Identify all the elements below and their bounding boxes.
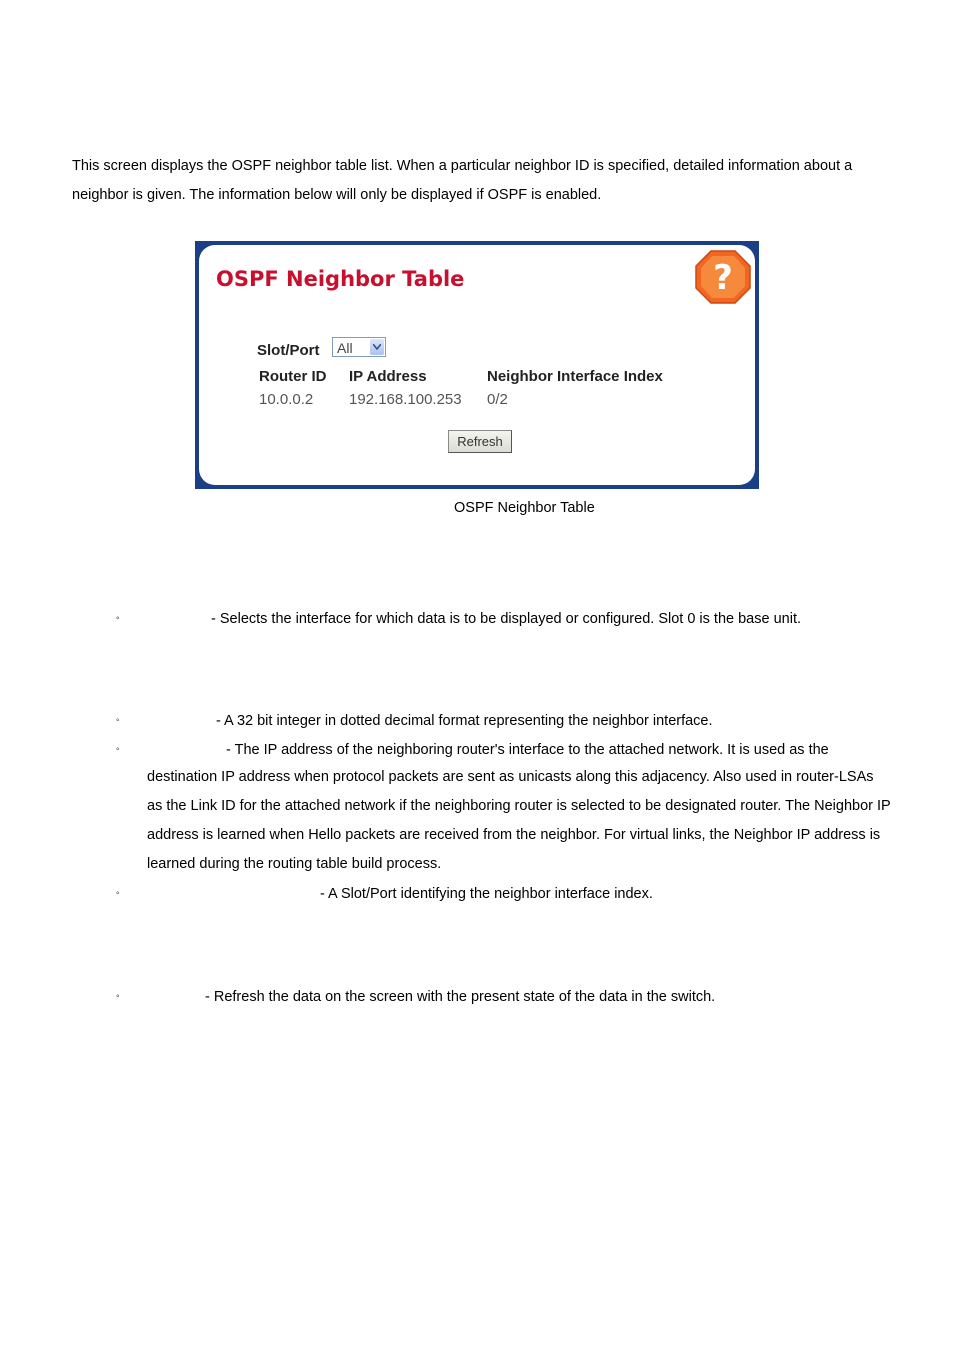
slot-port-select[interactable] xyxy=(332,337,386,357)
cell-ip-address: 192.168.100.253 xyxy=(349,391,462,408)
svg-text:?: ? xyxy=(713,258,733,298)
ospf-neighbor-table-screenshot xyxy=(195,241,759,489)
cell-router-id: 10.0.0.2 xyxy=(259,391,314,408)
description-ip-address: - The IP address of the neighboring router's interface to the attached network. It is used as the xyxy=(226,742,829,758)
description-slot-port: - Selects the interface for which data is to be displayed or configured. Slot 0 is the base unit. xyxy=(211,611,801,627)
panel-title: OSPF Neighbor Table xyxy=(216,267,465,291)
column-header-neighbor-interface-index: Neighbor Interface Index xyxy=(487,368,663,385)
slot-port-label: Slot/Port xyxy=(257,342,320,359)
slot-port-selected-value: All xyxy=(337,340,353,356)
intro-line-2: neighbor is given. The information below will only be displayed if OSPF is enabled. xyxy=(72,187,602,203)
description-refresh: - Refresh the data on the screen with the present state of the data in the switch. xyxy=(205,989,716,1005)
ip-address-line-2: destination IP address when protocol packets are sent as unicasts along this adjacency. Also used in router-LSAs xyxy=(147,769,874,785)
cell-neighbor-interface-index: 0/2 xyxy=(487,391,508,408)
intro-paragraph xyxy=(72,152,872,210)
column-header-router-id: Router ID xyxy=(259,368,327,385)
ip-address-line-5: learned during the routing table build process. xyxy=(147,856,442,872)
bullet-ip-address: ◦ xyxy=(116,744,120,755)
chevron-down-icon[interactable] xyxy=(370,339,384,355)
description-neighbor-interface-index: - A Slot/Port identifying the neighbor interface index. xyxy=(320,886,653,902)
bullet-refresh: ◦ xyxy=(116,991,120,1002)
ip-address-line-4: address is learned when Hello packets are received from the neighbor. For virtual links, the Neighbor IP address is xyxy=(147,827,881,843)
refresh-button[interactable]: Refresh xyxy=(448,430,512,453)
ip-address-line-3: as the Link ID for the attached network if the neighboring router is selected to be designated router. The Neighbor IP xyxy=(147,798,891,814)
column-header-ip-address: IP Address xyxy=(349,368,427,385)
figure-caption: OSPF Neighbor Table xyxy=(454,500,595,516)
screenshot-panel xyxy=(199,245,755,485)
intro-line-1: This screen displays the OSPF neighbor table list. When a particular neighbor ID is specified, detailed information about a xyxy=(72,158,853,174)
bullet-router-id: ◦ xyxy=(116,715,120,726)
help-icon[interactable] xyxy=(693,248,753,306)
bullet-neighbor-interface-index: ◦ xyxy=(116,888,120,899)
description-ip-address-continuation xyxy=(147,763,897,879)
bullet-slot-port: ◦ xyxy=(116,613,120,624)
description-router-id: - A 32 bit integer in dotted decimal format representing the neighbor interface. xyxy=(216,713,713,729)
